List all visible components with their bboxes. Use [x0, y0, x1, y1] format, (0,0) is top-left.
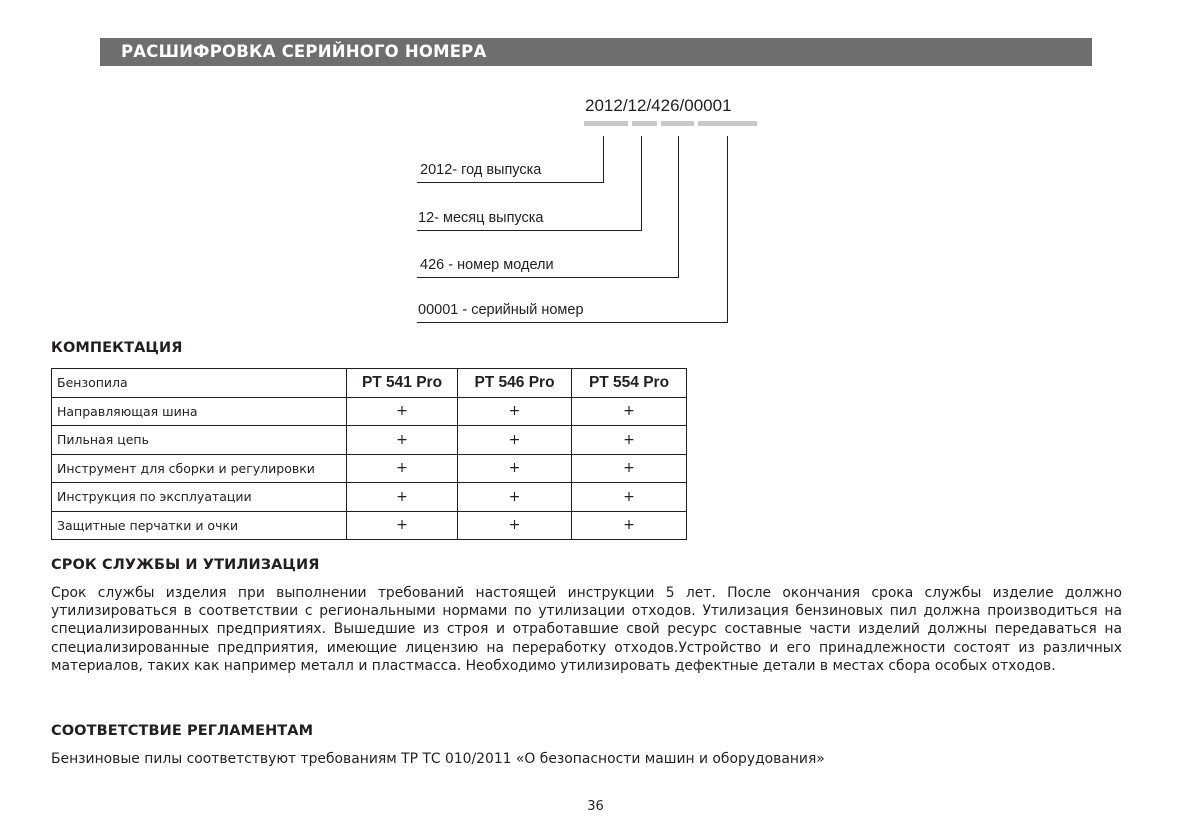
- table-row: [52, 454, 687, 483]
- kit-item-mark: +: [572, 426, 687, 455]
- legend-model: 426 - номер модели: [420, 257, 554, 273]
- underline-year: [417, 182, 604, 183]
- kit-item-label: Инструкция по эксплуатации: [52, 483, 347, 512]
- kit-item-label: Направляющая шина: [52, 397, 347, 426]
- legend-month: 12- месяц выпуска: [418, 210, 544, 226]
- underline-model: [417, 277, 679, 278]
- leader-line-model: [678, 136, 679, 278]
- kit-item-mark: +: [458, 397, 572, 426]
- kit-table-header-model: PT 554 Pro: [572, 369, 687, 398]
- table-row: [52, 483, 687, 512]
- kit-item-mark: +: [458, 426, 572, 455]
- compliance-paragraph: Бензиновые пилы соответствуют требованиям ТР ТС 010/2011 «О безопасности машин и оборудования»: [51, 751, 825, 767]
- table-row: [52, 511, 687, 540]
- kit-item-mark: +: [572, 511, 687, 540]
- leader-line-month: [641, 136, 642, 231]
- kit-item-label: Пильная цепь: [52, 426, 347, 455]
- page-number: 36: [587, 799, 604, 814]
- service-paragraph: Срок службы изделия при выполнении требований настоящей инструкции 5 лет. После окончания срока службы изделие должно утилизироваться в соответствии с региональными нормами по утилизации отходов. Утилизация бензиновых пил должна производиться на специализированных предприятиях. Вышедшие из строя и отработавшие свой ресурс составные части изделий должны передаваться на специализированные предприятия, имеющие лицензию на переработку отходов.Устройство и его принадлежности состоят из различных материалов, таких как например металл и пластмасса. Необходимо утилизировать дефектные детали в местах сбора особых отходов.: [51, 585, 1122, 674]
- legend-serial: 00001 - серийный номер: [418, 302, 584, 318]
- table-row: [52, 426, 687, 455]
- service-section-title: СРОК СЛУЖБЫ И УТИЛИЗАЦИЯ: [51, 557, 320, 573]
- kit-item-mark: +: [347, 426, 458, 455]
- underline-month: [417, 230, 642, 231]
- kit-item-mark: +: [347, 454, 458, 483]
- leader-line-year: [603, 136, 604, 183]
- serial-segment-serial-bar: [698, 121, 757, 126]
- kit-item-mark: +: [458, 511, 572, 540]
- serial-segment-month-bar: [632, 121, 657, 126]
- kit-item-mark: +: [572, 483, 687, 512]
- table-row: [52, 397, 687, 426]
- kit-table-header-item: Бензопила: [52, 369, 347, 398]
- kit-item-mark: +: [347, 397, 458, 426]
- serial-segment-model-bar: [661, 121, 694, 126]
- kit-item-label: Защитные перчатки и очки: [52, 511, 347, 540]
- legend-year: 2012- год выпуска: [420, 162, 542, 178]
- kit-item-mark: +: [458, 454, 572, 483]
- kit-item-label: Инструмент для сборки и регулировки: [52, 454, 347, 483]
- kit-table: [51, 368, 687, 540]
- kit-item-mark: +: [458, 483, 572, 512]
- kit-item-mark: +: [347, 511, 458, 540]
- kit-item-mark: +: [347, 483, 458, 512]
- underline-serial: [417, 322, 728, 323]
- compliance-section-title: СООТВЕТСТВИЕ РЕГЛАМЕНТАМ: [51, 723, 314, 739]
- serial-segment-year-bar: [584, 121, 628, 126]
- kit-section-title: КОМПЕКТАЦИЯ: [51, 340, 183, 356]
- kit-table-header-model: PT 541 Pro: [347, 369, 458, 398]
- section-header-bar: [100, 38, 1092, 66]
- leader-line-serial: [727, 136, 728, 323]
- kit-item-mark: +: [572, 454, 687, 483]
- kit-item-mark: +: [572, 397, 687, 426]
- serial-number-example: 2012/12/426/00001: [585, 96, 732, 115]
- kit-table-header-model: PT 546 Pro: [458, 369, 572, 398]
- section-header-title: РАСШИФРОВКА СЕРИЙНОГО НОМЕРА: [121, 42, 487, 61]
- kit-table-header-row: [52, 369, 687, 398]
